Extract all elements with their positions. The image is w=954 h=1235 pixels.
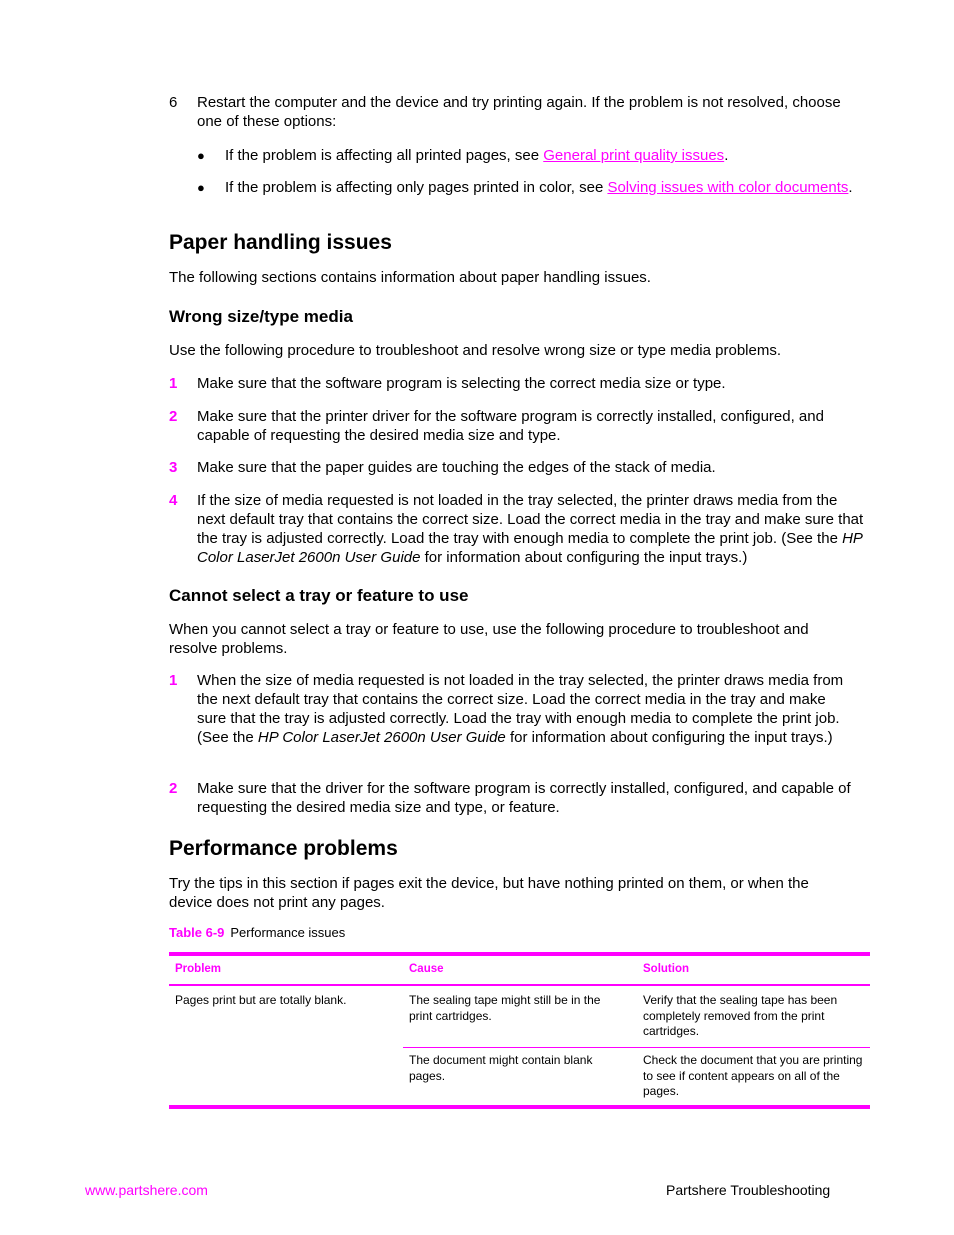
table-label: Table 6-9 [169, 925, 225, 940]
step-number: 1 [169, 375, 178, 392]
solution-cell: Check the document that you are printing to see if content appears on all of the pages. [643, 1053, 863, 1098]
table-header-rule [169, 984, 870, 986]
paper-handling-heading: Paper handling issues [169, 231, 392, 254]
header-problem: Problem [175, 963, 222, 975]
wrong-size-step-2: Make sure that the printer driver for the software program is correctly installed, configured, and capable of requesting the desired media size and type. [197, 408, 824, 444]
bullet-icon: ● [197, 148, 205, 163]
performance-intro: Try the tips in this section if pages exit the device, but have nothing printed on them, or when the device does not print any pages. [169, 875, 809, 911]
wrong-size-intro: Use the following procedure to troubleshoot and resolve wrong size or type media problems. [169, 342, 781, 359]
bullet-1-prefix: If the problem is affecting all printed pages, see [225, 147, 544, 164]
header-solution: Solution [643, 963, 689, 975]
wrong-size-step-3: Make sure that the paper guides are touching the edges of the stack of media. [197, 459, 716, 476]
table-caption [169, 924, 345, 941]
user-guide-title: HP Color LaserJet 2600n User Guide [197, 530, 863, 566]
cause-cell: The sealing tape might still be in the print cartridges. [409, 993, 601, 1023]
cause-cell: The document might contain blank pages. [409, 1053, 593, 1083]
wrong-size-step-1: Make sure that the software program is selecting the correct media size or type. [197, 375, 726, 392]
bullet-2-prefix: If the problem is affecting only pages printed in color, see [225, 179, 608, 196]
table-bottom-rule [169, 1105, 870, 1109]
step-6-number: 6 [169, 94, 178, 111]
performance-heading: Performance problems [169, 837, 398, 860]
bullet-item-2 [225, 178, 853, 197]
step-number: 3 [169, 459, 178, 476]
bullet-item-1 [225, 146, 728, 165]
header-cause: Cause [409, 963, 444, 975]
bullet-icon: ● [197, 180, 205, 195]
cannot-select-intro: When you cannot select a tray or feature to use, use the following procedure to troubleshoot and resolve problems. [169, 621, 809, 657]
footer-website: www.partshere.com [85, 1182, 208, 1198]
cannot-select-step-1 [197, 671, 852, 747]
step-6-text: Restart the computer and the device and try printing again. If the problem is not resolved, choose one of these options: [197, 94, 841, 130]
footer-title: Partshere Troubleshooting [666, 1182, 831, 1198]
step-number: 1 [169, 672, 178, 689]
bullet-2-suffix: . [848, 179, 853, 196]
wrong-size-step-4 [197, 491, 867, 567]
bullet-1-suffix: . [724, 147, 729, 164]
cannot-select-step-2: Make sure that the driver for the software program is correctly installed, configured, and capable of requesting the desired media size and type, or feature. [197, 780, 851, 816]
step-number: 2 [169, 408, 178, 425]
solution-cell: Verify that the sealing tape has been completely removed from the print cartridges. [643, 993, 838, 1038]
color-documents-link[interactable]: Solving issues with color documents [607, 179, 849, 196]
step-text: If the size of media requested is not loaded in the tray selected, the printer draws media from the next default tray that contains the correct size. Load the correct media in the tray and make sure that the tray is adjusted correctly. Load the tray with enough media to complete the print job. (See the [197, 492, 864, 547]
general-print-quality-link[interactable]: General print quality issues [543, 147, 725, 164]
table-top-rule [169, 952, 870, 956]
row-divider [403, 1047, 870, 1048]
wrong-size-heading: Wrong size/type media [169, 307, 353, 326]
user-guide-title: HP Color LaserJet 2600n User Guide [257, 729, 506, 746]
step-number: 2 [169, 780, 178, 797]
table-title: Performance issues [230, 925, 346, 940]
step-text: for information about configuring the input trays.) [505, 729, 833, 746]
cannot-select-heading: Cannot select a tray or feature to use [169, 586, 469, 605]
paper-handling-intro: The following sections contains information about paper handling issues. [169, 269, 651, 286]
step-text: When the size of media requested is not loaded in the tray selected, the printer draws media from the next default tray that contains the correct size. Load the correct media in the tray and make sure that the tray is adjusted correctly. Load the tray with enough media to complete the print job. (See the [197, 672, 844, 746]
step-number: 4 [169, 492, 178, 509]
problem-cell: Pages print but are totally blank. [175, 993, 347, 1007]
step-text: for information about configuring the input trays.) [420, 549, 748, 566]
